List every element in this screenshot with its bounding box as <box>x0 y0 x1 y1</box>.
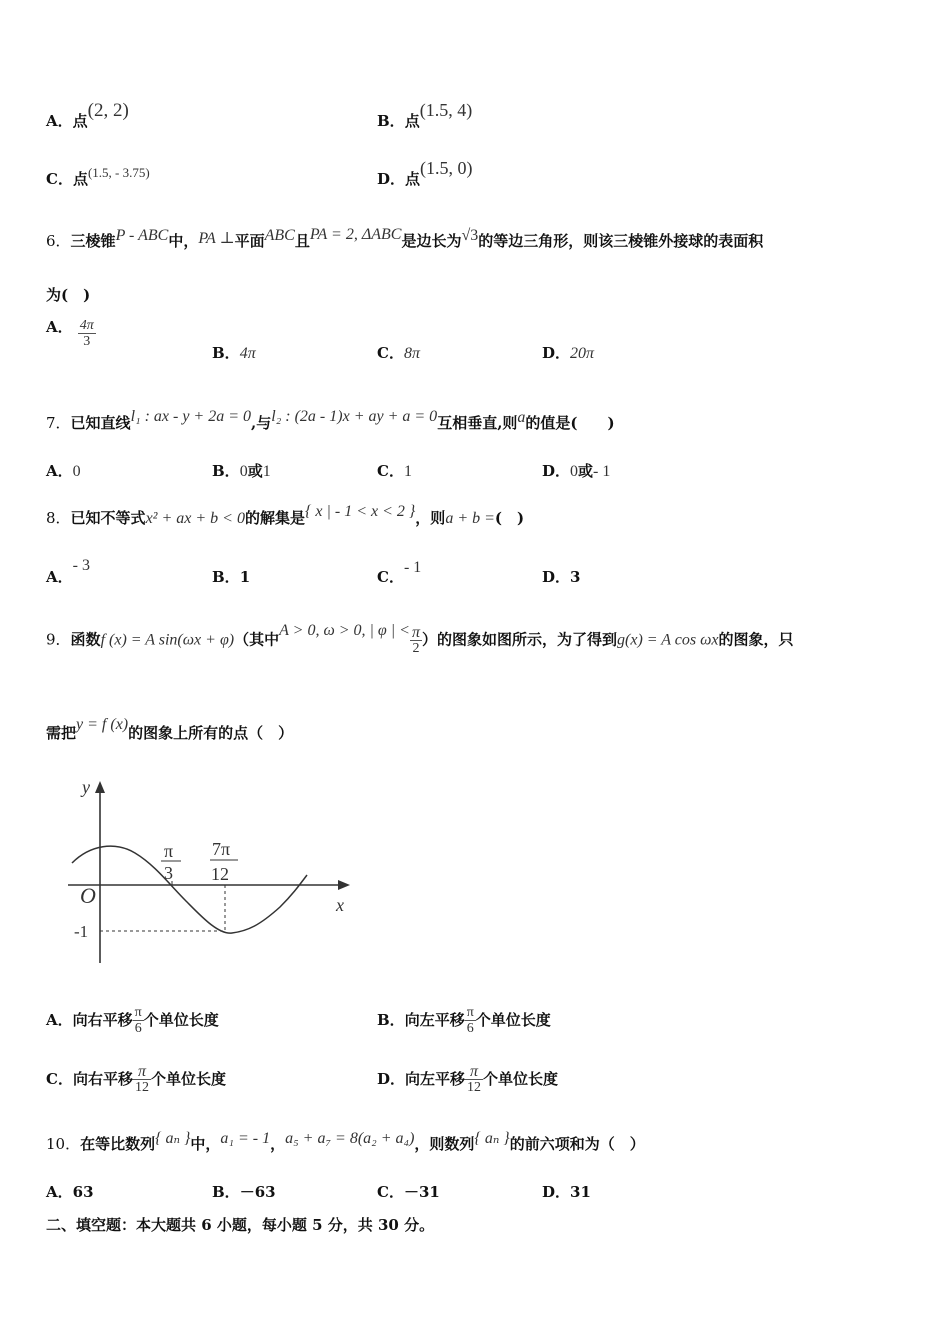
q8-option-b: B．1 <box>212 568 251 586</box>
q9-option-d: D．向左平移 $\frac{\pi}{12}$ 个单位长度 <box>377 1063 559 1095</box>
q8-option-a: A．- 3 <box>46 557 90 586</box>
question-number: 7． <box>46 414 71 432</box>
question-9-stem: 9．函数f (x) = A sin(ωx + φ)（其中A > 0, ω > 0, | φ | < $\frac{\pi}{2}$ ）的图象如图所示，为了得到g(x) = A cos ωx的图象，只 <box>46 621 794 656</box>
fraction: $\frac{\pi}{6}$ <box>466 1005 474 1036</box>
tick-label-denominator: 3 <box>164 863 173 883</box>
tick-label-numerator: 7π <box>212 839 231 859</box>
question-10-stem: 10．在等比数列{ aₙ }中，a₁ = - 1，a₅ + a₇ = 8(a₂ + a₄)，则数列{ aₙ }的前六项和为（ ） <box>46 1130 645 1153</box>
x-axis-arrow <box>338 880 350 890</box>
y-axis-arrow <box>95 781 105 793</box>
question-number: 8． <box>46 509 71 527</box>
fraction: $\frac{\pi}{12}$ <box>467 1063 482 1095</box>
section-heading: 二、填空题：本大题共 6 小题，每小题 5 分，共 30 分。 <box>46 1216 435 1234</box>
q5-option-a: A．点(2, 2) <box>46 100 129 130</box>
question-6-stem: 6．三棱锥P - ABC中，PA ⊥平面ABC且PA = 2, ΔABC是边长为√3的等边三角形，则该三棱锥外接球的表面积 <box>46 226 764 250</box>
question-number: 6． <box>46 232 71 250</box>
q7-option-c: C．1 <box>377 462 412 480</box>
question-number: 9． <box>46 630 71 649</box>
q6-option-d: D．20π <box>542 344 595 362</box>
q5-option-b: B．点(1.5, 4) <box>377 100 473 130</box>
q10-option-c: C．－31 <box>377 1183 440 1201</box>
q9-option-c: C．向右平移 $\frac{\pi}{12}$ 个单位长度 <box>46 1063 226 1095</box>
fraction: $\frac{4\pi}{3}$ <box>79 318 94 349</box>
question-7-stem: 7．已知直线l₁ : ax - y + 2a = 0,与l₂ : (2a - 1)x + ay + a = 0互相垂直,则a的值是( ) <box>46 408 615 432</box>
q10-option-d: D．31 <box>542 1183 591 1201</box>
q6-option-c: C．8π <box>377 344 420 362</box>
q5-option-c: C．点$^{(1.5, - 3.75)}$ <box>46 165 150 188</box>
fraction: $\frac{\pi}{12}$ <box>134 1063 149 1095</box>
origin-label: O <box>80 883 96 908</box>
function-graph <box>60 775 360 970</box>
q6-option-a: A． $\frac{4\pi}{3}$ <box>46 318 94 349</box>
q9-option-a: A．向右平移 $\frac{\pi}{6}$ 个单位长度 <box>46 1005 219 1036</box>
question-6-stem-cont: 为( ) <box>46 286 91 304</box>
q7-option-b: B．0或1 <box>212 462 271 480</box>
question-number: 10． <box>46 1135 81 1153</box>
q7-option-d: D．0或- 1 <box>542 462 611 480</box>
question-8-stem: 8．已知不等式x² + ax + b < 0的解集是{ x | - 1 < x < 2 }，则a + b =( ) <box>46 503 525 527</box>
q10-option-b: B．－63 <box>212 1183 276 1201</box>
tick-label-numerator: π <box>164 841 174 861</box>
question-9-stem-cont: 需把y = f (x)的图象上所有的点（ ） <box>46 716 294 742</box>
q8-option-c: C．- 1 <box>377 559 422 586</box>
sine-curve <box>72 846 307 933</box>
q7-option-a: A．0 <box>46 462 81 480</box>
fraction: $\frac{\pi}{2}$ <box>411 624 420 656</box>
fraction: $\frac{\pi}{6}$ <box>134 1005 142 1036</box>
q8-option-d: D．3 <box>542 568 581 586</box>
minus-one-label: -1 <box>74 922 89 941</box>
q10-option-a: A．63 <box>46 1183 94 1201</box>
option-label: A． <box>46 112 73 130</box>
tick-label-denominator: 12 <box>211 864 229 884</box>
x-axis-label: x <box>336 895 344 915</box>
q9-option-b: B．向左平移 $\frac{\pi}{6}$ 个单位长度 <box>377 1005 551 1036</box>
y-axis-label: y <box>82 777 90 797</box>
q5-option-d: D．点(1.5, 0) <box>377 158 473 188</box>
q6-option-b: B．4π <box>212 344 256 362</box>
